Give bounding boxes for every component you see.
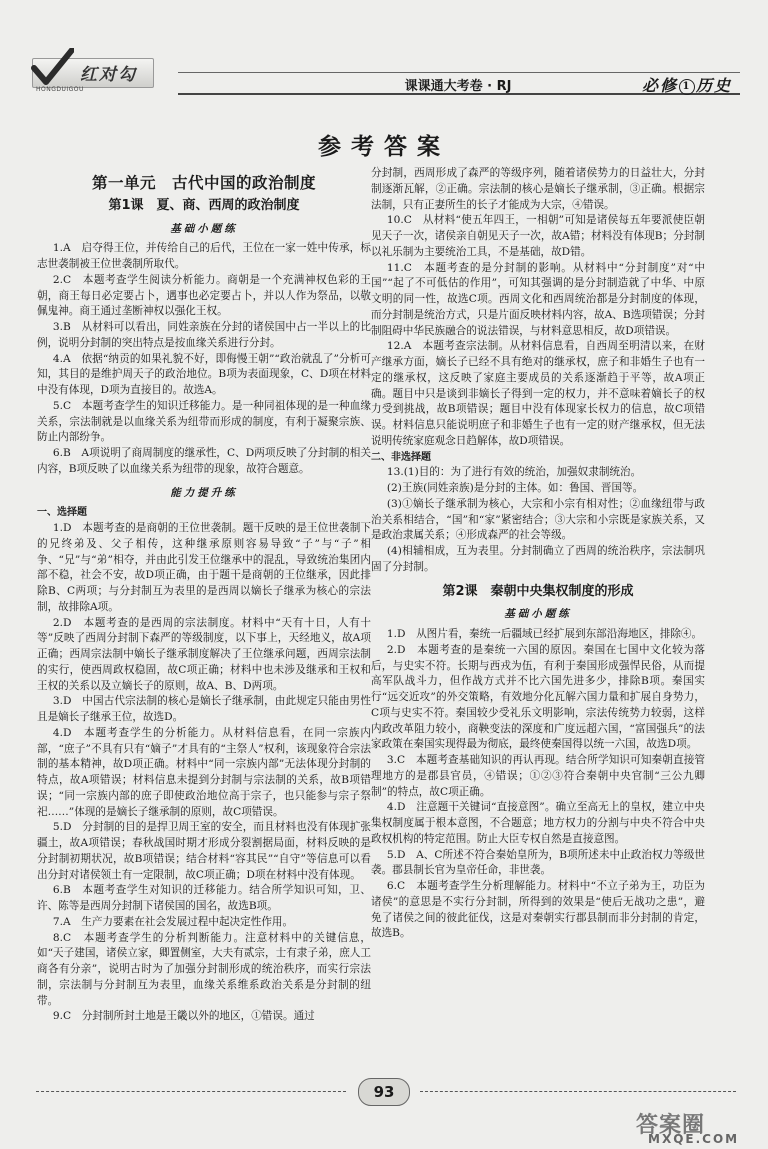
checkmark-icon [30, 48, 74, 88]
watermark-text: 答案圈 [636, 1112, 706, 1138]
logo [28, 48, 158, 94]
footer-divider-right [420, 1091, 736, 1092]
watermark-url: MXQE.COM [648, 1132, 740, 1146]
answer-item: 8.C 本题考查学生的分析判断能力。注意材料中的关键信息，如“天子建国，诸侯立家，卿置侧室，大夫有贰宗，士有隶子弟，庶人工商各有分亲”，说明古时为了加强分封制形成的统治秩序，而实行宗法制，宗法制与分封制互为表里，血缘关系维系政治关系是分封制的纽带。 [37, 931, 371, 1007]
basic-practice-heading: 基础小题练 [170, 222, 238, 235]
answer-item: 10.C 从材料“使五年四王，一相朝”可知是诸侯每五年要派使臣朝见天子一次，诸侯亲自朝见天子一次，故A错；材料没有体现B；分封制以礼乐制为主要统治工具，不是基础，故D错。 [371, 214, 705, 258]
ability-practice-heading: 能力提升练 [170, 486, 238, 499]
answer-item: 2.D 本题考查的是秦统一六国的原因。秦国在七国中文化较为落后，与史实不符。长期与西戎为伍，有利于秦国形成强悍民俗，从而提高军队战斗力，但作战方式并不比六国先进多少，排除B项。秦国实行“远交近攻”的外交策略，有效地分化瓦解六国力量和扩展自身势力，C项与史实不符。秦国较少受礼乐文明影响，宗法传统势力较弱，这样内政改革阻力较小，商鞅变法的深度和广度远超六国，“富国强兵”的法家政策在秦国实现得最为彻底，最终使秦国得以统一六国，故选D项。 [371, 643, 705, 751]
answer-item: 7.A 生产力要素在社会发展过程中起决定性作用。 [52, 915, 294, 928]
series-title: 课课通大考卷 · RJ [404, 79, 512, 94]
page-header [28, 48, 740, 94]
page-title: 参考答案 [318, 133, 450, 160]
header-band [178, 72, 740, 95]
answer-item: 5.D A、C所述不符合秦始皇所为，B项所述未中止政治权力等级世袭。郡县制长官为皇帝任命，非世袭。 [371, 848, 705, 877]
section-heading: 二、非选择题 [371, 451, 431, 463]
page-footer [36, 1078, 736, 1106]
answer-item: 1.D 从图片看，秦统一后疆域已经扩展到东部沿海地区，排除④。 [386, 628, 703, 640]
answer-item: 4.A 依据“纳贡的如果礼貌不好，即侮慢王朝”“政治就乱了”分析可知，其目的是维护周天子的政治地位。B项为表面现象，C、D项在材料中没有体现，D项为直接目的。故选A。 [37, 352, 371, 396]
answer-item: (2)王族(同姓亲族)是分封的主体。如：鲁国、晋国等。 [386, 482, 644, 494]
answer-item: (4)相辅相成，互为表里。分封制确立了西周的统治秩序，宗法制巩固了分封制。 [371, 545, 705, 573]
subject-title [642, 73, 732, 96]
subject-prefix: 必修 [641, 76, 678, 95]
basic-practice-heading: 基础小题练 [504, 608, 572, 621]
subject-name: 历史 [695, 76, 732, 95]
volume-number: 1 [679, 79, 695, 95]
answer-item: 13.(1)目的：为了进行有效的统治，加强奴隶制统治。 [386, 466, 642, 479]
answer-item: 3.C 本题考查基础知识的再认再现。结合所学知识可知秦朝直接管理地方的是郡县官员，④错误；①②③符合秦朝中央官制“三公九卿制”的特点，故C项正确。 [371, 754, 705, 798]
answer-item: 1.A 启夺得王位，并传给自己的后代，王位在一家一姓中传承，标志世袭制被王位世袭制所取代。 [37, 242, 371, 270]
lesson-2-heading: 第2课 秦朝中央集权制度的形成 [442, 583, 634, 599]
watermark [636, 1108, 764, 1146]
footer-divider-left [36, 1091, 346, 1092]
answer-item: 2.C 本题考查学生阅读分析能力。商朝是一个充满神权色彩的王朝，商王每日必定要占卜，遇事也必定要占卜，并以人作为祭品，以敬佩鬼神。商王通过垄断神权以强化王权。 [37, 273, 371, 318]
answer-item: (3)①嫡长子继承制为核心，大宗和小宗有相对性；②血缘纽带与政治关系相结合，“国”和“家”紧密结合；③大宗和小宗既是家族关系，又是政治隶属关系；④形成森严的社会等级。 [371, 497, 705, 542]
page-number: 93 [358, 1078, 410, 1106]
left-column [37, 168, 371, 1025]
answer-item: 6.B A项说明了商周制度的继承性，C、D两项反映了分封制的相关内容，B项反映了以血缘关系为纽带的现象，故符合题意。 [37, 447, 371, 475]
answer-item: 5.D 分封制的目的是捍卫周王室的安全，而且材料也没有体现扩张疆土，故A项错误；春秋战国时期才形成分裂割据局面，材料反映的是分封制初期状况，故B项错误；结合材料“容其民”“自守”等信息可以看出分封对诸侯领土有一定限制，故C项正确；D项在材料中没有体现。 [37, 821, 371, 881]
answer-item: 6.B 本题考查学生对知识的迁移能力。结合所学知识可知，卫、许、陈等是西周分封制下诸侯国的国名，故选B项。 [37, 884, 371, 912]
answer-item: 4.D 注意题干关键词“直接意图”。确立至高无上的皇权，建立中央集权制度属于根本意图，不合题意；地方权力的分割与中央不符合中央政权机构的特定范围。防止大臣专权自然是直接意图。 [371, 801, 705, 845]
answer-item: 4.D 本题考查学生的分析能力。从材料信息看，在同一宗族内部，“庶子”不具有只有“嫡子”才具有的“主祭人”权利，该现象符合宗法制的基本精神，故D项正确。材料中“同一宗族内部”无法体现分封制的特点，故A项错误；材料信息未提到分封制与宗法制的关系，故B项错误；“同一宗族内部的庶子即使政治地位高于宗子，也只能参与宗子祭祀……”体现的是嫡长子继承制的原则，故C项错误。 [37, 726, 371, 818]
answer-item: 分封制，西周形成了森严的等级序列，随着诸侯势力的日益壮大，分封制逐渐瓦解，②正确。宗法制的核心是嫡长子继承制，③正确。根据宗法制，只有正妻所生的长子才能成为大宗，④错误。 [371, 167, 705, 211]
right-column [371, 166, 705, 942]
section-heading: 一、选择题 [37, 507, 87, 519]
answer-item: 1.D 本题考查的是商朝的王位世袭制。题干反映的是王位世袭制下的兄终弟及、父子相传，这种继承原则容易导致“子”与“子”相争、“兄”与“弟”相夺，并由此引发王位继承中的混乱，导致统治集团内部不稳，社会不安，故D项正确，由于题干是商朝的王位继承，因此排除B、C两项；与分封制互为表里的是西周以嫡长子继承为核心的宗法制，故排除A项。 [37, 522, 371, 613]
lesson-1-heading: 第1课 夏、商、西周的政治制度 [108, 197, 300, 213]
answer-item: 12.A 本题考查宗法制。从材料信息看，自西周至明清以来，在财产继承方面，嫡长子已经不具有绝对的继承权，庶子和非婚生子也有一定的继承权，这反映了家庭主要成员的关系逐渐趋于平等，故A项正确。题目中只是谈到非嫡长子得到一定的权力，并不意味着嫡长子的权力受到挑战，故B项错误；题目中没有体现家长权力的信息，故C项错误。材料信息只能说明庶子和非婚生子也有一定的财产继承权，但无法说明传统家庭观念日趋解体，故D项错误。 [371, 340, 705, 447]
answer-item: 3.D 中国古代宗法制的核心是嫡长子继承制，由此规定只能由男性且是嫡长子继承王位，故选D。 [37, 695, 371, 723]
unit-heading: 第一单元 古代中国的政治制度 [91, 174, 316, 192]
answer-item: 3.B 从材料可以看出，同姓亲族在分封的诸侯国中占一半以上的比例，说明分封制的突出特点是按血缘关系进行分封。 [37, 321, 371, 349]
answer-item: 2.D 本题考查的是西周的宗法制度。材料中“天有十日，人有十等”反映了西周分封制下森严的等级制度，以下事上，天经地义，故A项正确；西周宗法制中嫡长子继承制度解决了王位继承问题，西周宗法制的实行，使西周政权稳固，故C项正确；材料中也未涉及继承和王权和王权的关系以及立嫡长子的原则，故A、B、D两项。 [37, 616, 371, 692]
logo-text: 红对勾 [80, 65, 137, 85]
answer-item: 11.C 本题考查的是分封制的影响。从材料中“分封制度”对“中国”“起了不可低估的作用”，可知其强调的是分封制造就了中华、中原文明的同一性，故选C项。西周文化和西周统治都是分封制度的体现，而分封制是统治方式，只是片面反映材料内容，故A、B选项错误；分封制阻碍中华民族融合的说法错误，与材料意思相反，故D项错误。 [371, 261, 705, 337]
logo-subtext: HONGDUIGOU [36, 86, 84, 93]
answer-item: 6.C 本题考查学生分析理解能力。材料中“不立子弟为王，功臣为诸侯”的意思是不实行分封制，所得到的效果是“使后无战功之患”，避免了诸侯之间的彼此征伐，这是对秦朝实行郡县制而非分封制的肯定，故选B。 [371, 880, 705, 940]
answer-item: 9.C 分封制所封土地是王畿以外的地区，①错误。通过 [52, 1010, 315, 1023]
answer-item: 5.C 本题考查学生的知识迁移能力。是一种同祖体现的是一种血缘关系，宗法制就是以血缘关系为纽带而形成的制度，有利于凝聚宗族、防止内部纷争。 [37, 399, 371, 444]
